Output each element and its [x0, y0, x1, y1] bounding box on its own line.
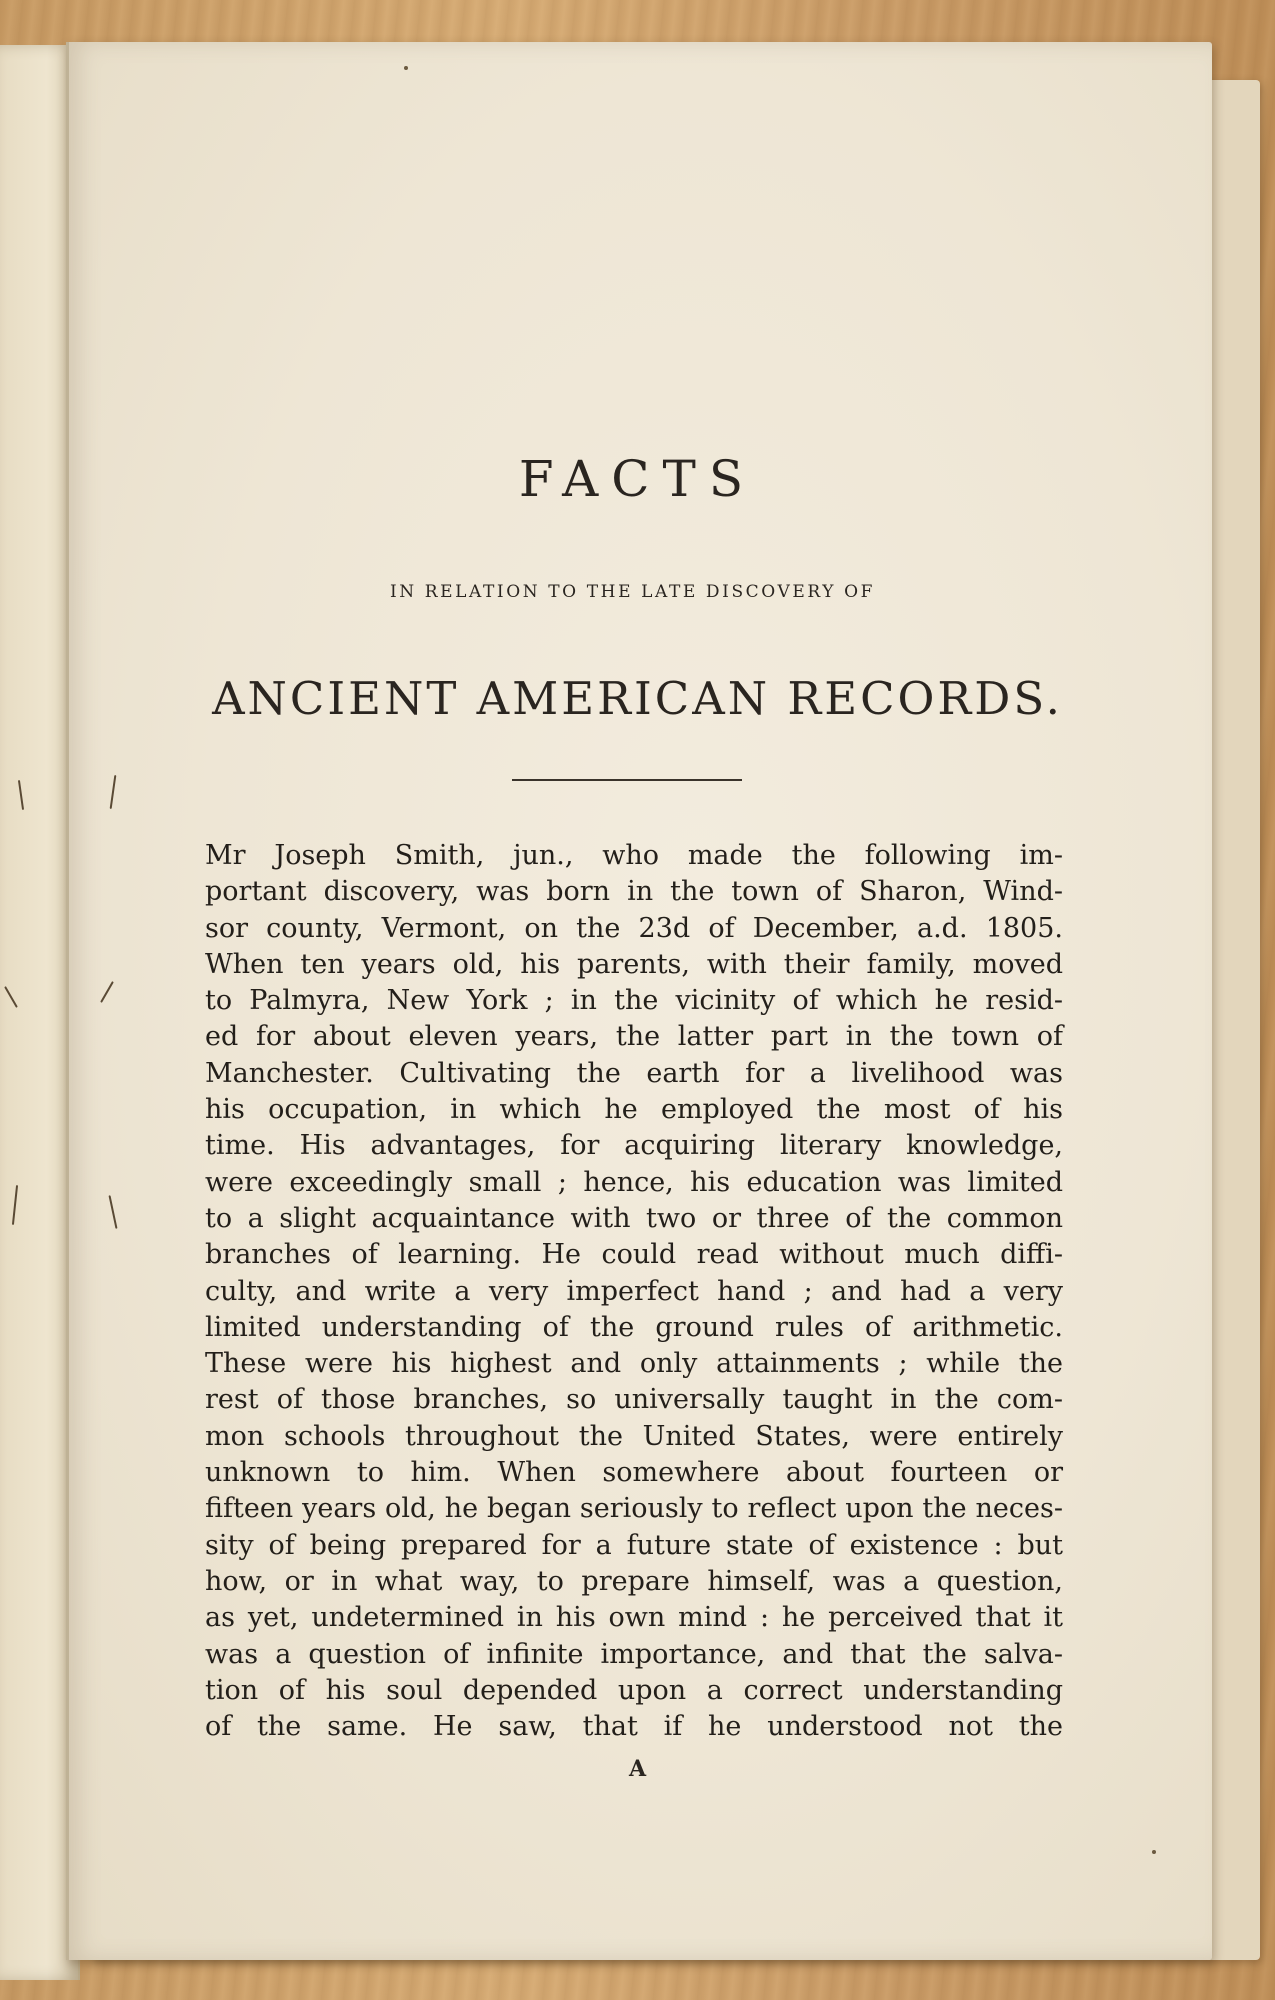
text-line: to a slight acquaintance with two or three of the common — [205, 1202, 1063, 1234]
signature-mark: A — [628, 1756, 647, 1782]
text-line: as yet, undetermined in his own mind : he perceived that it — [205, 1602, 1063, 1634]
text-line: unknown to him. When somewhere about fourteen or — [205, 1457, 1063, 1489]
text-line: sity of being prepared for a future state of existence : but — [205, 1529, 1063, 1561]
paper-speck — [1152, 1850, 1156, 1854]
text-line: were exceedingly small ; hence, his education was limited — [205, 1166, 1063, 1198]
text-line: Mr Joseph Smith, jun., who made the following im- — [205, 840, 1063, 871]
text-line: When ten years old, his parents, with their family, moved — [205, 948, 1063, 980]
text-line: how, or in what way, to prepare himself, was a question, — [205, 1565, 1063, 1597]
text-line: time. His advantages, for acquiring literary knowledge, — [205, 1130, 1063, 1162]
text-line: Manchester. Cultivating the earth for a livelihood was — [205, 1057, 1063, 1089]
title-divider — [512, 779, 742, 781]
page-gutter — [66, 42, 69, 1960]
text-line: ed for about eleven years, the latter part in the town of — [205, 1021, 1063, 1053]
text-line: mon schools throughout the United States, were entirely — [205, 1420, 1063, 1452]
main-heading: ANCIENT AMERICAN RECORDS. — [212, 672, 1063, 725]
text-line: rest of those branches, so universally taught in the com- — [205, 1384, 1063, 1416]
text-line: to Palmyra, New York ; in the vicinity of which he resid- — [205, 985, 1063, 1017]
text-line: fifteen years old, he began seriously to reflect upon the neces- — [205, 1493, 1063, 1525]
text-line: of the same. He saw, that if he understood not the — [205, 1711, 1063, 1743]
text-line: culty, and write a very imperfect hand ; and had a very — [205, 1275, 1063, 1307]
text-line: These were his highest and only attainments ; while the — [205, 1348, 1063, 1380]
text-line: sor county, Vermont, on the 23d of December, a.d. 1805. — [205, 912, 1063, 944]
text-line: branches of learning. He could read without much diffi- — [205, 1239, 1063, 1271]
text-line: portant discovery, was born in the town of Sharon, Wind- — [205, 876, 1063, 908]
text-line: was a question of infinite importance, and that the salva- — [205, 1638, 1063, 1670]
text-line: limited understanding of the ground rules of arithmetic. — [205, 1311, 1063, 1343]
page-title: FACTS — [518, 450, 757, 508]
paper-speck — [404, 66, 408, 70]
text-line: his occupation, in which he employed the most of his — [205, 1094, 1063, 1126]
page-subtitle: IN RELATION TO THE LATE DISCOVERY OF — [389, 582, 876, 602]
text-line: tion of his soul depended upon a correct understanding — [205, 1674, 1063, 1706]
body-text — [205, 838, 1063, 1745]
